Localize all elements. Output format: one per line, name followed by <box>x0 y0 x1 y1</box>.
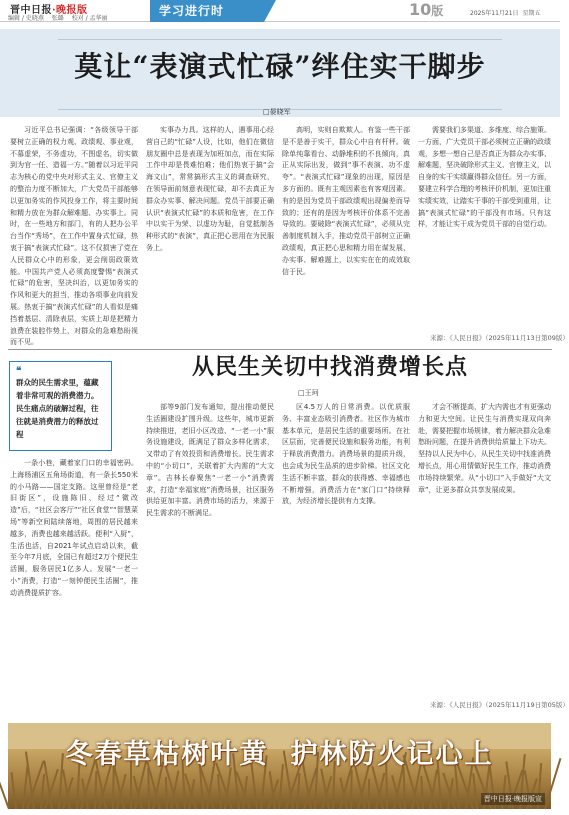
article2-column-1 <box>10 458 138 716</box>
article2-paragraph-3: 区4.5万人的日常消费。以优质服务、丰富业态吸引消费者。社区作为城市基本单元，是居民生活的重要场所。在社区层面，完善便民设施和服务功能，有利于释放消费潜力。消费场景的提质升级，也会成为民生品质的进步阶梯。社区文化生活不断丰富，群众的获得感、幸福感也不断增强，消费活力在“家门口”持续释放，为经济增长提供有力支撑。 <box>282 403 410 506</box>
grass-blade <box>10 772 16 809</box>
article2-column-3 <box>282 402 410 716</box>
article1-headline: 莫让“表演式忙碌”绊住实干脚步 <box>74 50 486 83</box>
article1-column-4 <box>418 125 551 333</box>
article1-source: 来源：《人民日报》（2025年11月13日第09版） <box>430 334 569 342</box>
article2-column-4 <box>418 402 551 698</box>
page-number <box>409 0 443 19</box>
article1-column-3 <box>282 125 410 347</box>
banner-credit: 晋中日报·晚报版宣 <box>481 793 545 805</box>
reviewer-name: 张璐 <box>51 15 64 22</box>
grass-blade <box>40 774 45 809</box>
article1-paragraph-2: 实事办力具。这样的人，遇事用心经营自己的“忙碌”人设，比如，他们在微信朋友圈中总是表现为加班加点，而在实际工作中却是畏难怕难；他们热衷于搞“会海文山”，常常搞形式主义的调查研究，在领导面前刻意表现忙碌，却不去真正为群众办实事、解决问题。党员干部要正确认识“表演式忙碌”的本质和危害，在工作中以实干为荣、以虚功为耻，自觉抵制各种形式的“表演”，真正把心思用在为民服务上。 <box>146 126 274 252</box>
column-name-tab: 学习进行时 <box>150 0 264 22</box>
masthead-main: 晋中日报 <box>10 5 52 16</box>
article1-paragraph-3: 高明，实则自欺欺人。有鉴一些干部是不是善于实干，群众心中自有杆秤。破除单纯靠看台、动静堆积的不良倾向，真正从实际出发，做到“事不表演、功不虚夸”。“表演式忙碌”现象的出现，原因是多方面的。既有主观因素也有客观因素。有的是因为党员干部政绩观出现偏差而导致的；还有的是因为考核评价体系不完善导致的。要破除“表演式忙碌”，必须从完善制度机制入手，推动党员干部树立正确政绩观，真正把心思和精力用在谋发展、办实事、解难题上，以实实在在的成效取信于民。 <box>282 126 410 276</box>
quote-mark-icon: ❝ <box>16 366 22 377</box>
grass-blade <box>403 767 406 809</box>
slogan-right: 护林防火记心上 <box>290 739 494 770</box>
article1-column-2 <box>146 125 274 347</box>
article2-source: 来源：《人民日报》（2025年11月19日第05版） <box>430 701 569 709</box>
weekday-text: 星期五 <box>522 10 541 17</box>
grass-blade <box>350 770 353 809</box>
banner-slogan <box>8 732 551 771</box>
article2-paragraph-2: 部等9部门发布通知，提出推动便民生活圈建设扩围升级。这些年，城市更新持续推进，老旧小区改造、“一老一小”服务设施建设，既满足了群众多样化需求，又带动了有效投资和消费增长。民生需求中的“小切口”，关联着扩大内需的“大文章”。吉林长春聚焦“一老一小”消费需求，打造“幸福家庭”消费场景，社区服务供给更加丰富。消费市场的活力，来源于民生需求的不断满足。 <box>146 403 274 518</box>
article2-byline: □王珂 <box>298 389 319 397</box>
page-number-unit: 版 <box>431 4 444 18</box>
article2-pull-quote <box>9 361 112 451</box>
article2-paragraph-4: 才会不断提高，扩大内需也才有更强动力和更大空间。让民生与消费实现双向奔赴，需要把握市场规律，着力解决群众急难愁盼问题，在提升消费供给质量上下功夫。坚持以人民为中心，从民生关切中找准消费增长点，用心用情做好民生工作，推动消费市场持续繁荣。从“小切口”入手做好“大文章”，让更多群众共享发展成果。 <box>418 403 551 494</box>
article1-paragraph-1: 习近平总书记强调：“各级领导干部要树立正确的权力观、政绩观、事业观，不慕虚荣，不务虚功，不图虚名，切实做到为官一任、造福一方。”随着以习近平同志为核心的党中央对形式主义、官僚主义的整治力度不断加大，广大党员干部能够以更加务实的作风投身工作，将主要时间和精力放在为群众解难题、办实事上。同时，在一些地方和部门，有的人把办公平台当作“秀场”，在工作中置身式忙碌，热衷于搞“表演式忙碌”。这不仅损害了党在人民群众心中的形象，更会削弱政策效能。中国共产党人必须高度警惕“表演式忙碌”的危害，坚决纠治，以更加务实的作风和更大的担当，推动各项事业向前发展。热衷于搞“表演式忙碌”的人看似是痛挡着基层、清除表层，实质上却是把精力浪费在装腔作势上，对群众的急难愁盼视而不见。 <box>10 126 138 347</box>
grass-blade <box>472 773 478 809</box>
editor-label: 编辑 / 史晓燕 <box>8 15 44 22</box>
masthead-sub: ·晚报版 <box>52 5 88 16</box>
page-header <box>0 0 560 22</box>
grass-blade <box>0 780 10 809</box>
pull-quote-text: 群众的民生需求里，蕴藏着非常可观的消费潜力。民生痛点的破解过程，往往就是消费潜力的释放过程 <box>16 378 99 439</box>
article1-byline: □晏晓军 <box>263 108 291 116</box>
slogan-left: 冬春草枯树叶黄 <box>65 739 269 770</box>
editor-credits <box>8 13 114 22</box>
fire-prevention-banner <box>8 723 551 809</box>
grass-blade <box>368 779 370 809</box>
grass-blade <box>420 776 424 809</box>
grass-blade <box>165 777 168 809</box>
date-text: 2025年11月21日 <box>470 10 519 17</box>
grass-blade <box>94 771 97 809</box>
article2-column-2 <box>146 402 274 716</box>
proofreader-label: 校对 / 孟华丽 <box>71 15 108 22</box>
article2-paragraph-1: 一条小巷，藏着家门口的幸福密码。上海杨浦区五角场街道，有一条长550米的小马路——国定支路。这里曾经是“老旧街区”，设施陈旧、经过“微改造”后，“社区会客厅”“社区食堂”“智慧菜场”等新空间陆续落地，周围的居民越来越多，消费也越来越活跃。便利“入厨”，生活也活，自2021年试点启动以来，截至今年7月底，全国已有超过2万个便民生活圈，服务居民1亿多人。发展“一老一小”消费，打造“一刻钟便民生活圈”，推动消费提质扩容。 <box>10 459 138 597</box>
title-rule-top <box>58 39 502 40</box>
page-number-value: 10 <box>409 0 432 19</box>
article2-headline: 从民生关切中找消费增长点 <box>191 354 468 380</box>
article1-paragraph-4: 需要我们多渠道、多维度、综合施策。一方面，广大党员干部必须树立正确的政绩观，多想一想自己是否真正为群众办实事、解难题，坚决破除形式主义、官僚主义，以自身的实干实绩赢得群众信任。另一方面，要建立科学合理的考核评价机制，更加注重实绩实效，让踏实干事的干部受到重用，让搞“表演式忙碌”的干部没有市场。只有这样，才能让实干成为党员干部的自觉行动。 <box>418 126 551 229</box>
issue-date <box>470 8 545 17</box>
article1-column-1 <box>10 125 138 347</box>
section-divider <box>8 349 552 350</box>
